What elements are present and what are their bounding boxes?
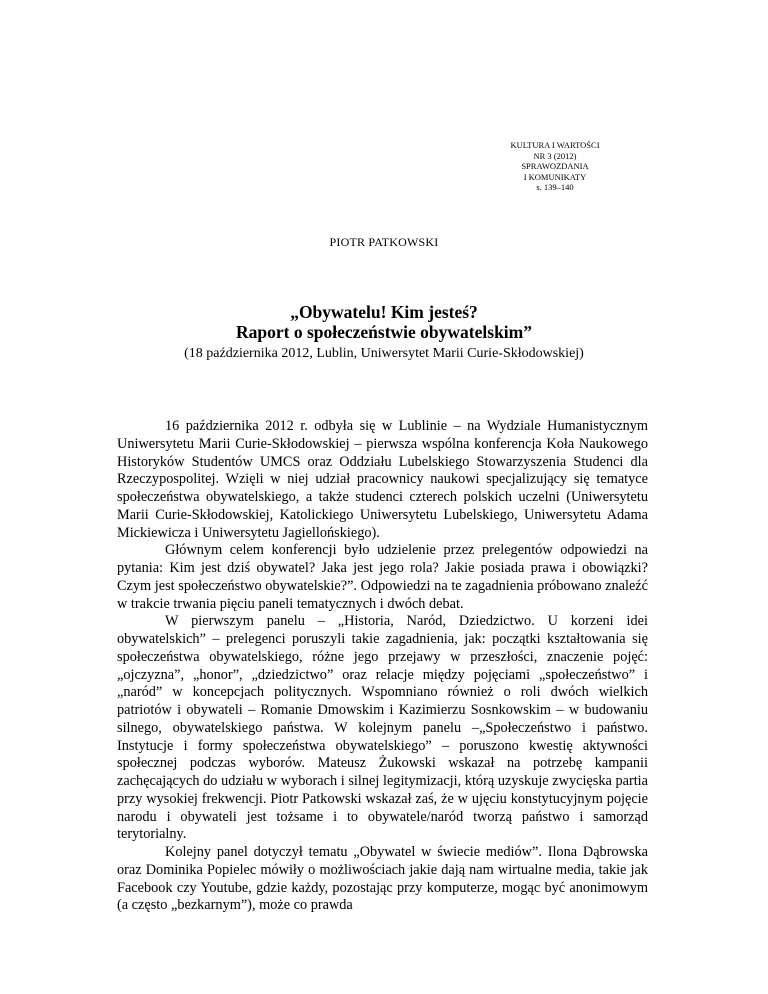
journal-issue: NR 3 (2012) (533, 150, 577, 161)
paragraph: Głównym celem konferencji było udzielenie przez prelegentów odpowiedzi na pytania: Kim jest dziś obywatel? Jaka jest jego rola? Jakie posiada prawa i obowiązki? Czym jest społeczeństwo obywatelskie?”. Odpowiedzi na te zagadnienia próbowano znaleźć w trakcie trwania pięciu paneli tematycznych i dwóch debat. (117, 542, 648, 612)
paragraph: Kolejny panel dotyczył tematu „Obywatel w świecie mediów”. Ilona Dąbrowska oraz Dominika Popielec mówiły o możliwościach jakie dają nam wirtualne media, takie jak Facebook czy Youtube, gdzie każdy, pozostając przy komputerze, mogąc być anonimowym (a często „bezkarnym”), może co prawda (117, 844, 648, 914)
journal-name: KULTURA I WARTOŚCI (510, 140, 600, 150)
article-subtitle: (18 października 2012, Lublin, Uniwersytet Marii Curie-Skłodowskiej) (184, 346, 584, 361)
author-name: PIOTR PATKOWSKI (329, 235, 439, 249)
journal-pages: s. 139–140 (536, 182, 574, 192)
article-title-line-1: „Obywatelu! Kim jesteś? (290, 302, 478, 322)
article-title-line-2: Raport o społeczeństwie obywatelskim” (235, 322, 532, 342)
article-body (117, 418, 648, 915)
paragraph: W pierwszym panelu – „Historia, Naród, Dziedzictwo. U korzeni idei obywatelskich” – prelegenci poruszyli takie zagadnienia, jak: początki kształtowania się społeczeństwa obywatelskiego, różne jego przejawy w przeszłości, znaczenie pojęć: „ojczyzna”, „honor”, „dziedzictwo” oraz relacje między pojęciami „społeczeństwo” i „naród” w koncepcjach politycznych. Wspomniano również o roli dwóch wielkich patriotów i obywateli – Romanie Dmowskim i Kazimierzu Sosnkowskim – w budowaniu silnego, obywatelskiego państwa. W kolejnym panelu –„Społeczeństwo i państwo. Instytucje i formy społeczeństwa obywatelskiego” – poruszono kwestię aktywności społecznej podczas wyborów. Mateusz Żukowski wskazał na potrzebę kampanii zachęcających do udziału w wyborach i silnej legitymizacji, którą uzyskuje zwycięska partia przy wysokiej frekwencji. Piotr Patkowski wskazał zaś, że w ujęciu konstytucyjnym pojęcie narodu i obywateli jest tożsame i to obywatele/naród tworzą państwo i samorząd terytorialny. (117, 613, 648, 843)
journal-section-cont: I KOMUNIKATY (523, 171, 587, 182)
journal-info (500, 140, 610, 193)
journal-section: SPRAWOZDANIA (521, 161, 589, 171)
paragraph: 16 października 2012 r. odbyła się w Lublinie – na Wydziale Humanistycznym Uniwersytetu Marii Curie-Skłodowskiej – pierwsza wspólna konferencja Koła Naukowego Historyków Studentów UMCS oraz Oddziału Lubelskiego Stowarzyszenia Studenci dla Rzeczypospolitej. Wzięli w niej udział pracownicy naukowi specjalizujący się tematyce społeczeństwa obywatelskiego, a także studenci czterech polskich uczelni (Uniwersytetu Marii Curie-Skłodowskiej, Katolickiego Uniwersytetu Lubelskiego, Uniwersytetu Adama Mickiewicza i Uniwersytetu Jagiellońskiego). (117, 418, 648, 541)
